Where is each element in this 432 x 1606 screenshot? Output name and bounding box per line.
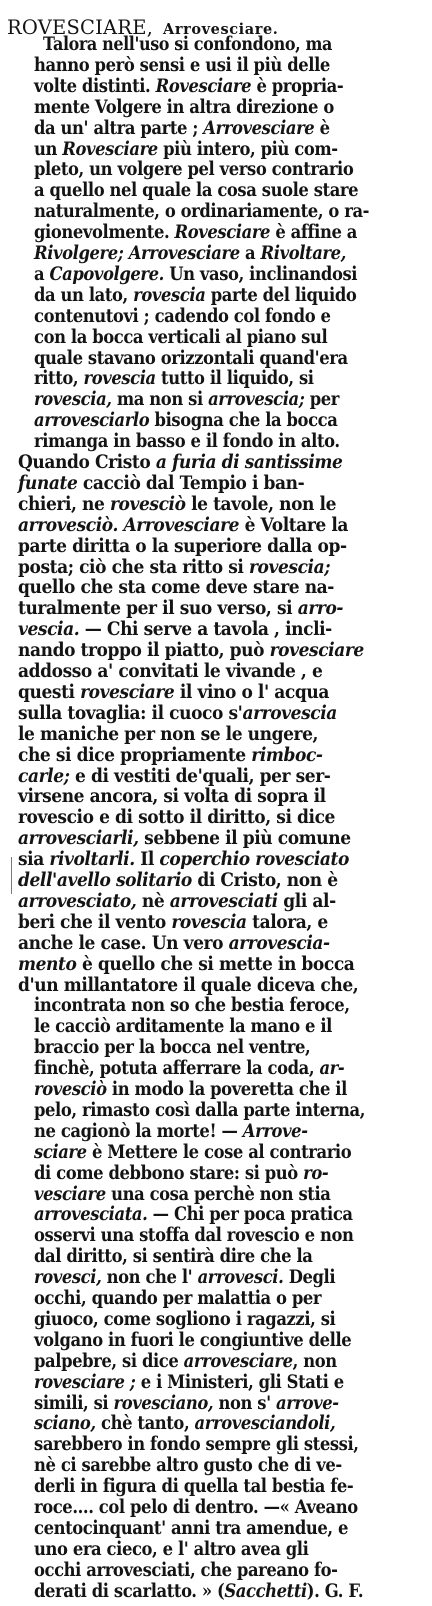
text-run: beri che il vento [18,911,172,933]
text-run: — Chi serve a tavola , incli- [79,619,332,641]
italic-term: arrovescia; [208,389,305,411]
text-run: a quello nel quale la cosa suole stare [34,180,359,202]
text-run: ritto, [34,368,84,390]
text-run: è Voltare la [239,514,349,536]
italic-term: arrovesciati [169,890,278,912]
text-run: derli in figura di quella tal bestia fe- [34,1476,354,1498]
italic-term: Rivoltare, [260,243,346,264]
text-run: centocinquant' anni tra amendue, e [34,1517,349,1539]
text-run: quale stavano orizzontali quand'era [34,347,348,369]
text-run: d'un millantatore il quale diceva che, [18,974,359,996]
heading-separator: , [146,16,153,39]
text-run: ). G. F. [306,1580,364,1602]
italic-term: rovesciò [109,493,186,515]
italic-term: rovesciare ; [34,1371,136,1393]
italic-term: vescia. [18,619,80,641]
italic-term: funate [18,472,78,494]
text-run: per [304,389,340,411]
text-run: a [239,243,261,264]
italic-term: arrovesciarlo [34,410,150,432]
text-run: — Chi per poca pratica [147,1204,353,1226]
text-run: sarebbero in fondo sempre gli stessi, [34,1434,359,1456]
text-run: braccio per la bocca nel ventre, [34,1037,311,1059]
text-run: turalmente per il suo verso, si [18,598,298,620]
italic-term: arrove- [275,1392,339,1414]
italic-term: arrovesciare [183,1350,293,1372]
italic-term: Arrove- [242,1120,308,1142]
text-run: virsene ancora, si volta di sopra il [18,786,326,808]
text-run: posta; ciò che sta ritto si [18,556,249,578]
italic-term: arrovesci. [197,1267,284,1289]
text-run: sia [18,849,50,871]
text-run: nè [136,890,170,912]
text-run: hanno però sensi e usi il più delle [34,54,330,76]
text-run: è Mettere le cose al contrario [86,1141,352,1163]
italic-term: carle; [18,765,70,787]
text-run: parte del liquido [205,284,357,306]
text-run: roce.... col pelo di dentro. —« Aveano [34,1497,358,1518]
text-run: di come debbono stare: si può [34,1162,304,1184]
italic-term: ar- [319,1058,345,1080]
italic-term: rovesciare [269,640,364,662]
text-run: pleto, un volgere pel verso contrario [34,159,354,181]
italic-term: arrovesciò. Arrovesciare [18,514,240,536]
italic-term: rimboc- [251,744,323,766]
text-run: tutto il liquido, si [155,368,314,390]
italic-term: vesciare [34,1183,106,1205]
italic-term: rovesciano, [113,1392,214,1414]
text-run: è quello che si mette in bocca [76,953,355,975]
text-run: più intero, più com- [157,138,338,160]
text-run: dal diritto, si sentirà dire che la [34,1246,313,1268]
text-run: Un vaso, inclinandosi [163,263,358,285]
text-run: parte diritta o la superiore dalla op- [18,535,347,557]
text-run: naturalmente, o ordinariamente, o ra- [34,201,370,223]
italic-term: rovescia, [34,389,112,411]
text-run: nè ci sarebbe altro gusto che di ve- [34,1455,342,1477]
text-run: occhi, quando per malattia o per [34,1288,322,1309]
italic-term: dell'avello solitario [18,870,192,891]
text-run: derati di scarlatto. » ( [34,1580,225,1602]
italic-term: sciano, [34,1413,96,1435]
italic-term: arrovesciata. [34,1204,148,1226]
text-run: Il [134,849,160,871]
text-run: una cosa perchè non stia [105,1183,331,1205]
text-run: osservi una stoffa dal rovescio e non [34,1225,354,1247]
italic-term: rovescia [83,368,156,390]
entry-heading [7,4,427,39]
text-run: da un lato, [34,284,134,306]
text-run: di Cristo, non è [191,870,338,891]
text-run: con la bocca verticali al piano sul [34,326,328,348]
text-run: contenutovi ; cadendo col fondo e [34,305,331,327]
text-run: a [34,263,50,285]
headword: ROVESCIARE [7,16,147,39]
text-run: rovescio e di sotto il diritto, si dice [18,807,335,829]
text-run: chieri, ne [18,493,110,515]
text-run: da un' altra parte ; [34,117,204,139]
headword-variant: Arrovesciare. [163,21,279,38]
italic-term: rovesci, [34,1267,102,1289]
text-run: e di vestiti de'quali, per ser- [69,765,331,787]
italic-term: arrovesciandoli, [194,1413,336,1435]
text-run: e i Ministeri, gli Stati e [135,1371,344,1393]
italic-term: rovesciare [80,681,175,703]
italic-term: Capovolgere. [49,263,164,285]
text-run: uno era cieco, e l' altro avea gli [34,1538,309,1560]
italic-term: Rovesciare [62,138,158,160]
text-run: bisogna che la bocca [149,410,338,432]
text-run: mente Volgere in altra direzione o [34,96,334,118]
italic-term: coperchio rovesciato [159,849,349,871]
italic-term: Rovesciare [155,75,252,97]
text-run: addosso a' convitati le vivande , e [18,661,323,682]
text-run: anche le case. Un vero [18,932,229,954]
italic-term: arro- [297,598,344,620]
italic-term: Rovesciare [174,222,271,244]
text-run: un [34,138,63,160]
text-run: incontrata non so che bestia feroce, [34,995,350,1017]
italic-term: Rivolgere; Arrovesciare [34,243,240,264]
italic-term: mento [18,953,77,975]
text-run: volte distinti. [34,75,156,97]
text-run: Quando Cristo [18,452,156,473]
text-run: il vino o l' acqua [174,681,329,703]
text-run: , non [292,1350,337,1372]
text-run: finchè, potuta afferrare la coda, [34,1058,320,1080]
italic-term: sciare [34,1141,87,1163]
italic-term: Arrovesciare [203,117,315,139]
text-run: gli al- [277,890,336,912]
text-run: gionevolmente. [34,222,175,244]
text-run: Degli [283,1267,336,1289]
text-run: è affine a [270,222,357,244]
text-run: palpebre, si dice [34,1350,184,1372]
italic-term: rovescia [133,284,206,306]
text-run: le cacciò arditamente la mano e il [34,1016,332,1038]
italic-term: arrovesciarli, [18,828,139,850]
text-run: non che l' [101,1267,198,1289]
text-run: nando troppo il piatto, può [18,640,270,662]
text-run: rimanga in basso e il fondo in alto. [34,431,340,453]
text-run: non s' [213,1392,276,1414]
text-run: le tavole, non le [185,493,337,515]
text-run: ma non si [111,389,209,411]
italic-term: rivoltarli. [49,849,135,871]
text-run: talora, e [246,911,328,933]
text-run: volgano in fuori le congiuntive delle [34,1329,352,1351]
text-run: le maniche per non se le ungere, [18,723,319,745]
text-run: pelo, rimasto così dalla parte interna, [34,1099,366,1121]
text-run: quello che sta come deve stare na- [18,577,334,599]
text-run: in modo la poveretta che il [106,1079,347,1100]
text-run: è propria- [251,75,344,97]
text-run: occhi arrovesciati, che pareano fo- [34,1559,338,1581]
margin-mark [11,857,12,894]
text-run: simili, si [34,1392,114,1414]
text-run: ne cagionò la morte! — [34,1120,243,1142]
text-run: Talora nell'uso si confondono, ma [43,34,333,55]
italic-term: ro- [303,1162,329,1184]
text-run: questi [18,681,81,703]
text-line [34,1577,423,1606]
italic-term: arrovesciato, [18,890,137,912]
text-run: chè tanto, [95,1413,195,1435]
text-run: sulla tovaglia: il cuoco s' [18,702,243,724]
italic-term: arrovescia- [228,932,330,954]
text-run: giuoco, come sogliono i ragazzi, si [34,1308,336,1330]
italic-term: rovescia [171,911,247,933]
italic-term: arrovescia [242,702,337,724]
italic-term: Sacchetti [224,1580,307,1602]
italic-term: rovesciò [34,1079,107,1100]
italic-term: rovescia; [248,556,331,578]
text-run: cacciò dal Tempio i ban- [77,472,305,494]
text-run: è [314,117,330,139]
text-run: che si dice propriamente [18,744,252,766]
text-run: sebbene il più comune [138,828,351,850]
italic-term: a furia di santissime [155,452,343,473]
